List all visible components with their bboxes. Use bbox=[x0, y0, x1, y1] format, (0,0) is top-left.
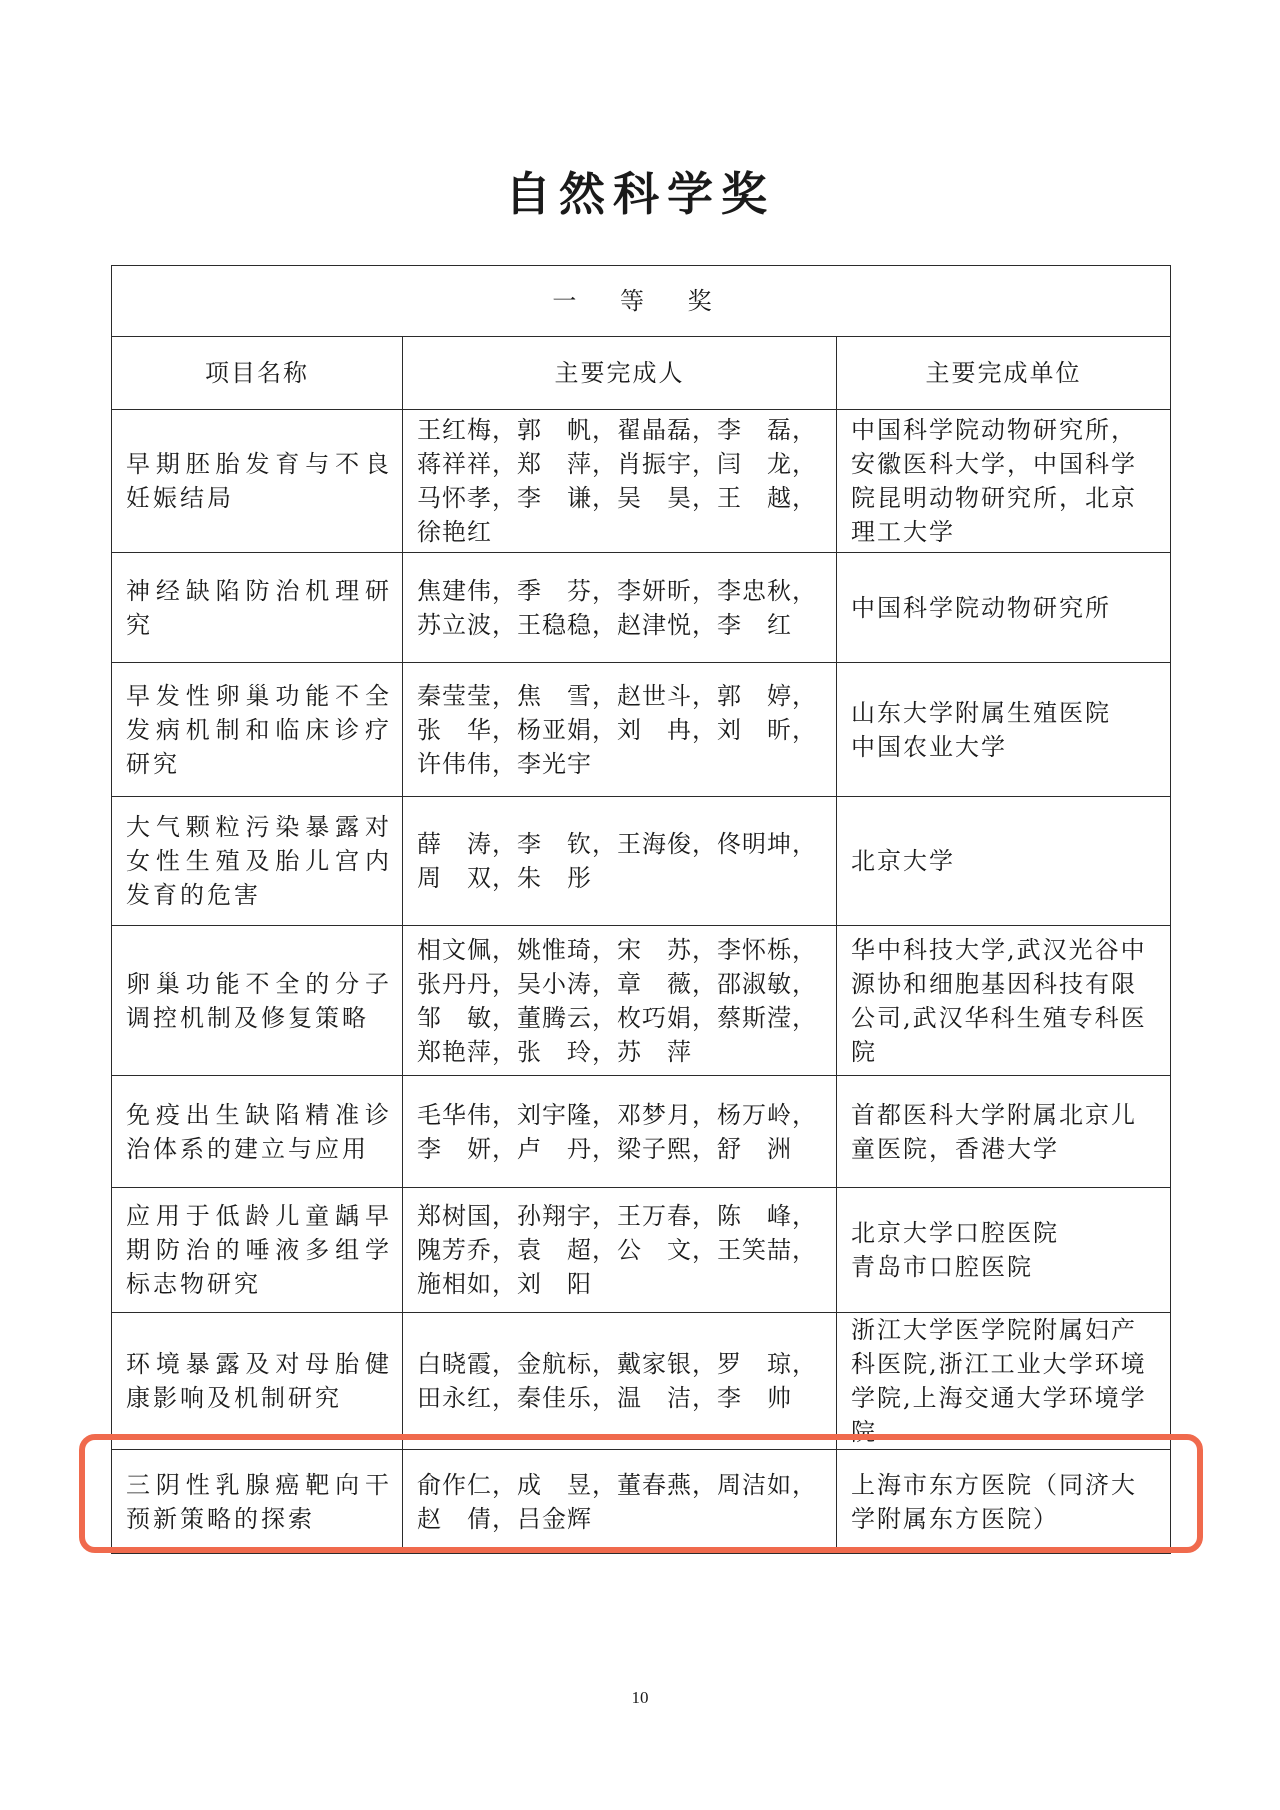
page-title: 自然科学奖 bbox=[505, 167, 775, 221]
project-name-cell: 环境暴露及对母胎健康影响及机制研究 bbox=[112, 1313, 403, 1450]
people-cell: 秦莹莹，焦 雪，赵世斗，郭 婷，张 华，杨亚娟，刘 冉，刘 昕，许伟伟，李光宇 bbox=[403, 663, 837, 797]
people-cell: 俞作仁，成 昱，董春燕，周洁如，赵 倩，吕金辉 bbox=[403, 1450, 837, 1554]
project-name-cell: 早期胚胎发育与不良妊娠结局 bbox=[112, 410, 403, 553]
units-cell: 北京大学 bbox=[837, 797, 1171, 926]
table-row bbox=[112, 1188, 1171, 1313]
units-cell: 北京大学口腔医院 青岛市口腔医院 bbox=[837, 1188, 1171, 1313]
project-name-cell: 应用于低龄儿童龋早期防治的唾液多组学标志物研究 bbox=[112, 1188, 403, 1313]
grade-heading: 一 等 奖 bbox=[112, 266, 1171, 337]
people-cell: 相文佩，姚惟琦，宋 苏，李怀栎，张丹丹，吴小涛，章 薇，邵淑敏，邹 敏，董腾云，枚巧娟，蔡斯滢，郑艳萍，张 玲，苏 萍 bbox=[403, 926, 837, 1076]
grade-row bbox=[112, 266, 1171, 337]
units-cell: 浙江大学医学院附属妇产科医院,浙江工业大学环境学院,上海交通大学环境学院 bbox=[837, 1313, 1171, 1450]
project-name-cell: 卵巢功能不全的分子调控机制及修复策略 bbox=[112, 926, 403, 1076]
page-number: 10 bbox=[631, 1688, 649, 1707]
people-cell: 薛 涛，李 钦，王海俊，佟明坤，周 双，朱 彤 bbox=[403, 797, 837, 926]
project-name-cell: 神经缺陷防治机理研究 bbox=[112, 553, 403, 663]
table-row bbox=[112, 410, 1171, 553]
people-cell: 白晓霞，金航标，戴家银，罗 琼，田永红，秦佳乐，温 洁，李 帅 bbox=[403, 1313, 837, 1450]
people-cell: 郑树国，孙翔宇，王万春，陈 峰，隗芳乔，袁 超，公 文，王笑喆，施相如，刘 阳 bbox=[403, 1188, 837, 1313]
units-cell: 中国科学院动物研究所，安徽医科大学，中国科学院昆明动物研究所，北京理工大学 bbox=[837, 410, 1171, 553]
people-cell: 王红梅，郭 帆，翟晶磊，李 磊，蒋祥祥，郑 萍，肖振宇，闫 龙，马怀孝，李 谦，吴 昊，王 越，徐艳红 bbox=[403, 410, 837, 553]
project-name-cell: 早发性卵巢功能不全发病机制和临床诊疗研究 bbox=[112, 663, 403, 797]
units-cell: 山东大学附属生殖医院 中国农业大学 bbox=[837, 663, 1171, 797]
table-row bbox=[112, 797, 1171, 926]
project-name-cell: 三阴性乳腺癌靶向干预新策略的探索 bbox=[112, 1450, 403, 1554]
units-cell: 首都医科大学附属北京儿童医院，香港大学 bbox=[837, 1076, 1171, 1188]
project-name-cell: 大气颗粒污染暴露对女性生殖及胎儿宫内发育的危害 bbox=[112, 797, 403, 926]
people-cell: 焦建伟，季 芬，李妍昕，李忠秋，苏立波，王稳稳，赵津悦，李 红 bbox=[403, 553, 837, 663]
units-cell: 中国科学院动物研究所 bbox=[837, 553, 1171, 663]
units-cell: 华中科技大学,武汉光谷中源协和细胞基因科技有限公司,武汉华科生殖专科医院 bbox=[837, 926, 1171, 1076]
table-row bbox=[112, 553, 1171, 663]
column-header-people: 主要完成人 bbox=[403, 337, 837, 410]
table-row bbox=[112, 1313, 1171, 1450]
table-row bbox=[112, 926, 1171, 1076]
table-row bbox=[112, 1076, 1171, 1188]
highlight-box bbox=[79, 1434, 1203, 1553]
people-cell: 毛华伟，刘宇隆，邓梦月，杨万岭，李 妍，卢 丹，梁子熙，舒 洲 bbox=[403, 1076, 837, 1188]
column-header-project: 项目名称 bbox=[112, 337, 403, 410]
column-header-units: 主要完成单位 bbox=[837, 337, 1171, 410]
header-row bbox=[112, 337, 1171, 410]
units-cell: 上海市东方医院（同济大学附属东方医院） bbox=[837, 1450, 1171, 1554]
award-table bbox=[111, 265, 1171, 1554]
project-name-cell: 免疫出生缺陷精准诊治体系的建立与应用 bbox=[112, 1076, 403, 1188]
table-row bbox=[112, 663, 1171, 797]
